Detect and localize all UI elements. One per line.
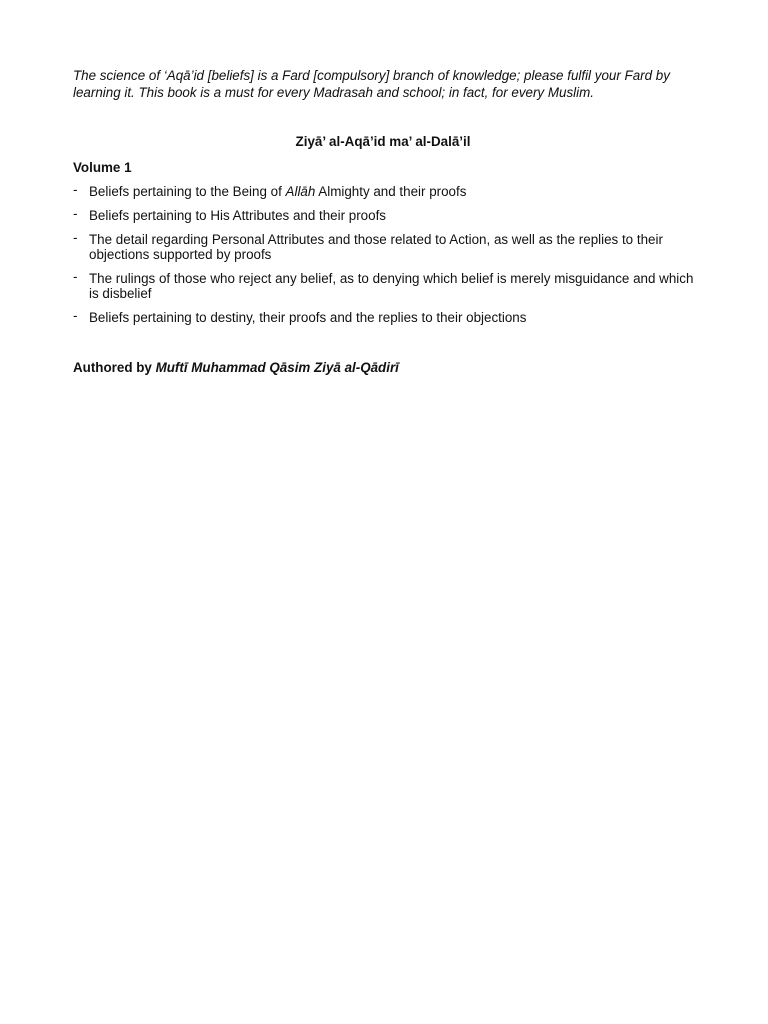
bullet-dash: - — [73, 182, 78, 197]
bullet-dash: - — [73, 308, 78, 323]
bullet-dash: - — [73, 206, 78, 221]
list-item — [73, 271, 703, 301]
intro-paragraph: The science of ‘Aqā’id [beliefs] is a Fard [compulsory] branch of knowledge; please fulfil your Fard by learning it. This book is a must for every Madrasah and school; in fact, for every Muslim. — [73, 68, 670, 100]
list-item-text: The detail regarding Personal Attributes and those related to Action, as well as the replies to their objections supported by proofs — [89, 232, 663, 262]
list-item-text: Beliefs pertaining to destiny, their proofs and the replies to their objections — [89, 310, 527, 325]
list-item-text: Beliefs pertaining to His Attributes and their proofs — [89, 208, 386, 223]
list-item-text-after: Almighty and their proofs — [315, 184, 467, 199]
book-title: Ziyā’ al-Aqā’id ma’ al-Dalā’il — [295, 134, 471, 149]
list-item — [73, 310, 703, 325]
contents-list — [73, 184, 703, 334]
bullet-dash: - — [73, 269, 78, 284]
author-name: Muftī Muhammad Qāsim Ziyā al-Qādirī — [155, 360, 399, 375]
list-item — [73, 232, 703, 262]
list-item-emphasis: Allāh — [285, 184, 316, 199]
volume-heading: Volume 1 — [73, 160, 132, 175]
document-page — [73, 67, 703, 375]
author-prefix: Authored by — [73, 360, 156, 375]
list-item-text-before: Beliefs pertaining to the Being of — [89, 184, 286, 199]
list-item — [73, 184, 703, 199]
list-item — [73, 208, 703, 223]
author-line — [73, 360, 399, 375]
bullet-dash: - — [73, 230, 78, 245]
list-item-text: The rulings of those who reject any belief, as to denying which belief is merely misguidance and which is disbelief — [89, 271, 694, 301]
